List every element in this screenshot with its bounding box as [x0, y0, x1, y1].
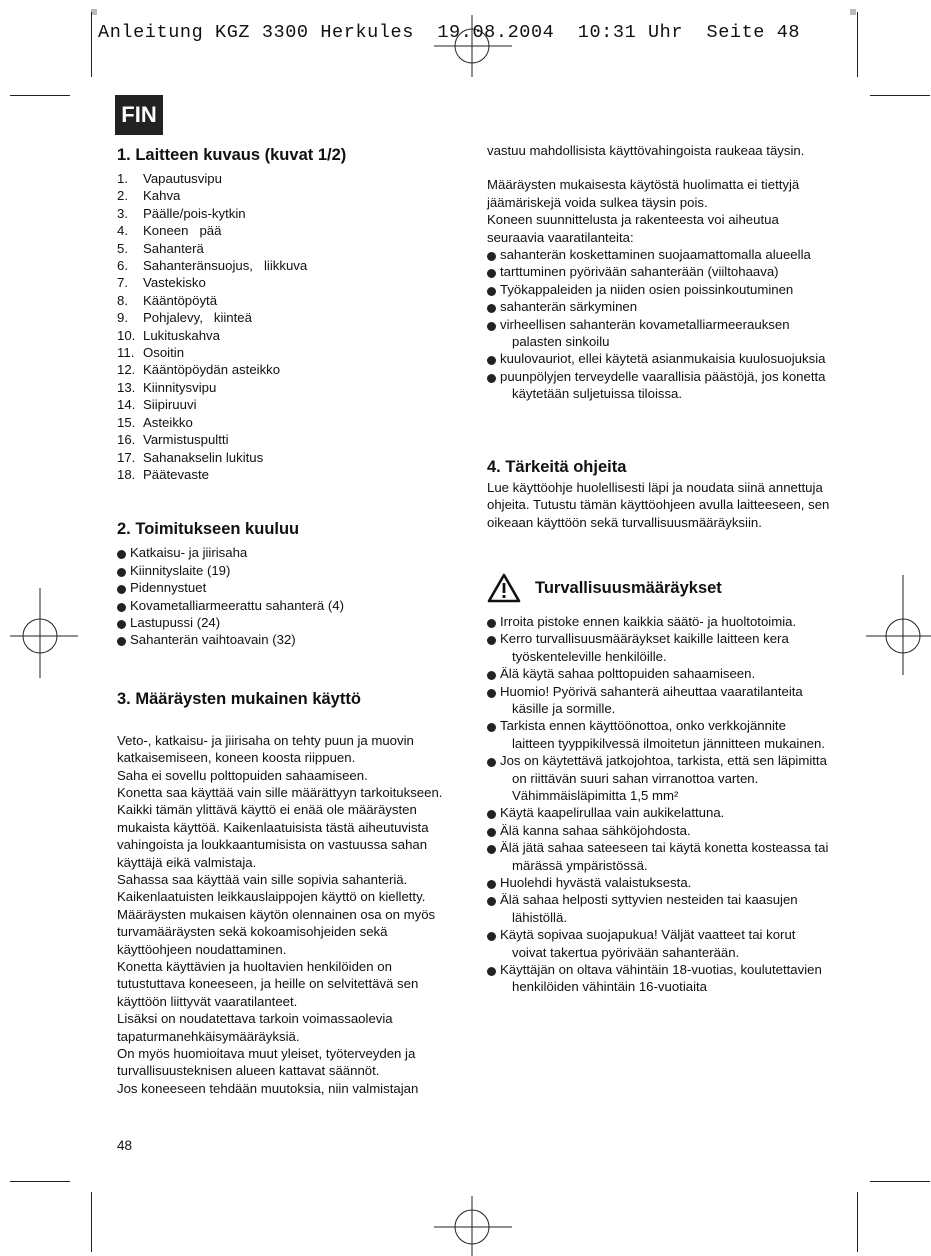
crop-mark: [91, 12, 92, 77]
right-column: [487, 142, 832, 996]
safety-title: Turvallisuusmääräykset: [535, 578, 722, 597]
paragraph: Konetta käyttävien ja huoltavien henkilöiden on tutustuttava koneeseen, ja heille on selvitettävä sen käyttöön liittyvät vaaratilanteet.: [117, 959, 419, 1009]
paragraph: Jos koneeseen tehdään muutoksia, niin valmistajan: [117, 1080, 419, 1096]
crop-mark: [91, 1192, 92, 1252]
item-number: 11.: [117, 345, 135, 361]
item-number: 14.: [117, 397, 136, 413]
list-item: Käyttäjän on oltava vähintäin 18-vuotias, koulutettavien henkilöiden vähintäin 16-vuotiaita: [487, 961, 832, 996]
paragraph: On myös huomioitava muut yleiset, työterveyden ja turvallisuusteknisen alueen kattavat säännöt.: [117, 1046, 416, 1079]
paragraph: Koneen suunnittelusta ja rakenteesta voi aiheutua seuraavia vaaratilanteita:: [487, 212, 779, 245]
section-3-title: 3. Määräysten mukainen käyttö: [117, 689, 361, 708]
list-item: Älä kanna sahaa sähköjohdosta.: [487, 822, 832, 839]
item-number: 2.: [117, 188, 128, 204]
list-item: [117, 205, 462, 222]
item-text: Päätevaste: [143, 466, 209, 482]
paragraph: Saha ei sovellu polttopuiden sahaamiseen.: [117, 767, 368, 783]
item-text: Vastekisko: [143, 275, 206, 291]
paragraph: Kaikki tämän ylittävä käyttö ei enää ole määräysten mukaista käyttöä. Kaikenlaatuisista tästä aiheutuvista vahingoista ja loukkaantumisista on vastuussa sahan käyttäjä eikä valmistaja.: [117, 802, 429, 870]
paragraph: Määräysten mukaisesta käytöstä huolimatta ei tiettyjä jäämäriskejä voida sulkea täysin pois.: [487, 177, 800, 210]
paragraph: Veto-, katkaisu- ja jiirisaha on tehty puun ja muovin katkaisemiseen, koneen koosta riippuen.: [117, 732, 414, 766]
list-item: Kiinnityslaite (19): [117, 562, 462, 579]
list-item: [117, 274, 462, 291]
list-item: Lastupussi (24): [117, 614, 462, 631]
list-item: [117, 379, 462, 396]
item-number: 3.: [117, 205, 128, 221]
list-item: [117, 187, 462, 204]
list-item: [117, 431, 462, 448]
language-badge: FIN: [115, 95, 163, 135]
page-number: 48: [117, 1138, 133, 1153]
crop-mark: [857, 12, 858, 77]
list-item: Käytä sopivaa suojapukua! Väljät vaatteet tai korut voivat takertua pyörivään sahanterään.: [487, 926, 832, 961]
list-item: Kovametalliarmeerattu sahanterä (4): [117, 597, 462, 614]
item-number: 7.: [117, 275, 128, 291]
item-number: 4.: [117, 223, 128, 239]
corner-mark: [850, 9, 856, 15]
item-number: 8.: [117, 292, 128, 308]
list-item: kuulovauriot, ellei käytetä asianmukaisia kuulosuojuksia: [487, 350, 832, 367]
list-item: sahanterän koskettaminen suojaamattomalla alueella: [487, 246, 832, 263]
item-text: Sahanterä: [143, 240, 204, 256]
list-item: Irroita pistoke ennen kaikkia säätö- ja huoltotoimia.: [487, 613, 832, 630]
item-text: Kääntöpöydän asteikko: [143, 362, 281, 378]
crop-mark: [857, 1192, 858, 1252]
item-text: Varmistuspultti: [143, 432, 229, 448]
list-item: [117, 240, 462, 257]
list-item: Huolehdi hyvästä valaistuksesta.: [487, 874, 832, 891]
risk-list: [487, 246, 832, 403]
list-item: [117, 309, 462, 326]
list-item: [117, 414, 462, 431]
crop-mark: [10, 1181, 70, 1182]
list-item: [117, 466, 462, 483]
paragraph: Sahassa saa käyttää vain sille sopivia sahanteriä. Kaikenlaatuisten leikkauslaippojen käyttö on kielletty. Määräysten mukaisen käytön olennainen osa on myös turvamääräysten sekä kokoamisohjeiden sekä käyttöohjeen noudattaminen.: [117, 872, 436, 957]
item-text: Pohjalevy, kiinteä: [143, 310, 252, 326]
print-header: Anleitung KGZ 3300 Herkules 19.08.2004 10:31 Uhr Seite 48: [98, 22, 801, 43]
delivery-list: [117, 544, 462, 648]
item-text: Vapautusvipu: [143, 171, 222, 186]
list-item: Älä jätä sahaa sateeseen tai käytä konetta kosteassa tai märässä ympäristössä.: [487, 839, 832, 874]
list-item: [117, 344, 462, 361]
safety-heading: [487, 573, 832, 603]
section-4-title: 4. Tärkeitä ohjeita: [487, 457, 627, 476]
item-text: Asteikko: [143, 414, 193, 430]
list-item: Kerro turvallisuusmääräykset kaikille laitteen kera työskenteleville henkilöille.: [487, 630, 832, 665]
list-item: puunpölyjen terveydelle vaarallisia päästöjä, jos konetta käytetään suljetuissa tiloissa.: [487, 368, 832, 403]
list-item: [117, 396, 462, 413]
warning-triangle-icon: [487, 573, 521, 603]
list-item: Sahanterän vaihtoavain (32): [117, 631, 462, 648]
list-item: Katkaisu- ja jiirisaha: [117, 544, 462, 561]
item-text: Kahva: [143, 188, 181, 204]
item-text: Kiinnitysvipu: [143, 379, 217, 395]
list-item: Älä käytä sahaa polttopuiden sahaamiseen.: [487, 665, 832, 682]
crop-mark: [870, 95, 930, 96]
item-text: Osoitin: [143, 345, 185, 361]
item-text: Sahanakselin lukitus: [143, 449, 264, 465]
list-item: Käytä kaapelirullaa vain aukikelattuna.: [487, 804, 832, 821]
safety-list: [487, 613, 832, 996]
item-text: Koneen pää: [143, 223, 222, 239]
list-item: Jos on käytettävä jatkojohtoa, tarkista, että sen läpimitta on riittävän suuri sahan virranottoa varten. Vähimmäisläpimitta 1,5 mm²: [487, 752, 832, 804]
item-number: 5.: [117, 240, 128, 256]
list-item: [117, 257, 462, 274]
item-number: 1.: [117, 171, 128, 186]
left-column: [117, 145, 462, 1097]
paragraph: vastuu mahdollisista käyttövahingoista raukeaa täysin.: [487, 143, 805, 158]
list-item: tarttuminen pyörivään sahanterään (viiltohaava): [487, 263, 832, 280]
paragraph: Lisäksi on noudatettava tarkoin voimassaolevia tapaturmanehkäisymääräyksiä.: [117, 1011, 393, 1044]
list-item: Työkappaleiden ja niiden osien poissinkoutuminen: [487, 281, 832, 298]
section-2-title: 2. Toimitukseen kuuluu: [117, 520, 300, 539]
list-item: virheellisen sahanterän kovametalliarmeerauksen palasten sinkoilu: [487, 316, 832, 351]
crop-mark: [870, 1181, 930, 1182]
list-item: Huomio! Pyörivä sahanterä aiheuttaa vaaratilanteita käsille ja sormille.: [487, 683, 832, 718]
paragraph: Konetta saa käyttää vain sille määrättyyn tarkoitukseen.: [117, 784, 443, 800]
list-item: [117, 361, 462, 378]
item-text: Siipiruuvi: [143, 397, 197, 413]
item-text: Päälle/pois-kytkin: [143, 205, 246, 221]
section-1-title: 1. Laitteen kuvaus (kuvat 1/2): [117, 146, 347, 164]
list-item: [117, 222, 462, 239]
item-number: 17.: [117, 449, 136, 465]
item-number: 10.: [117, 327, 136, 343]
item-number: 16.: [117, 432, 136, 448]
list-item: sahanterän särkyminen: [487, 298, 832, 315]
item-number: 9.: [117, 310, 128, 326]
item-number: 6.: [117, 258, 128, 274]
registration-mark-left: [0, 588, 78, 678]
registration-mark-bottom: [434, 1196, 512, 1256]
list-item: Tarkista ennen käyttöönottoa, onko verkkojännite laitteen tyyppikilvessä ilmoitetun jännitteen mukainen.: [487, 717, 832, 752]
item-number: 13.: [117, 379, 136, 395]
list-item: [117, 292, 462, 309]
list-item: Älä sahaa helposti syttyvien nesteiden tai kaasujen lähistöllä.: [487, 891, 832, 926]
item-number: 18.: [117, 466, 136, 482]
list-item: [117, 327, 462, 344]
registration-mark-right: [866, 575, 931, 675]
crop-mark: [10, 95, 70, 96]
item-number: 12.: [117, 362, 136, 378]
item-text: Sahanteränsuojus, liikkuva: [143, 258, 308, 274]
item-number: 15.: [117, 414, 136, 430]
parts-list: [117, 170, 462, 483]
paragraph: Lue käyttöohje huolellisesti läpi ja noudata siinä annettuja ohjeita. Tutustu tämän käyttöohjeen avulla laitteeseen, sen oikeaan käyttöön sekä turvallisuusmääräyksiin.: [487, 479, 830, 530]
list-item: [117, 170, 462, 187]
list-item: Pidennystuet: [117, 579, 462, 596]
item-text: Lukituskahva: [143, 327, 220, 343]
item-text: Kääntöpöytä: [143, 292, 218, 308]
list-item: [117, 449, 462, 466]
